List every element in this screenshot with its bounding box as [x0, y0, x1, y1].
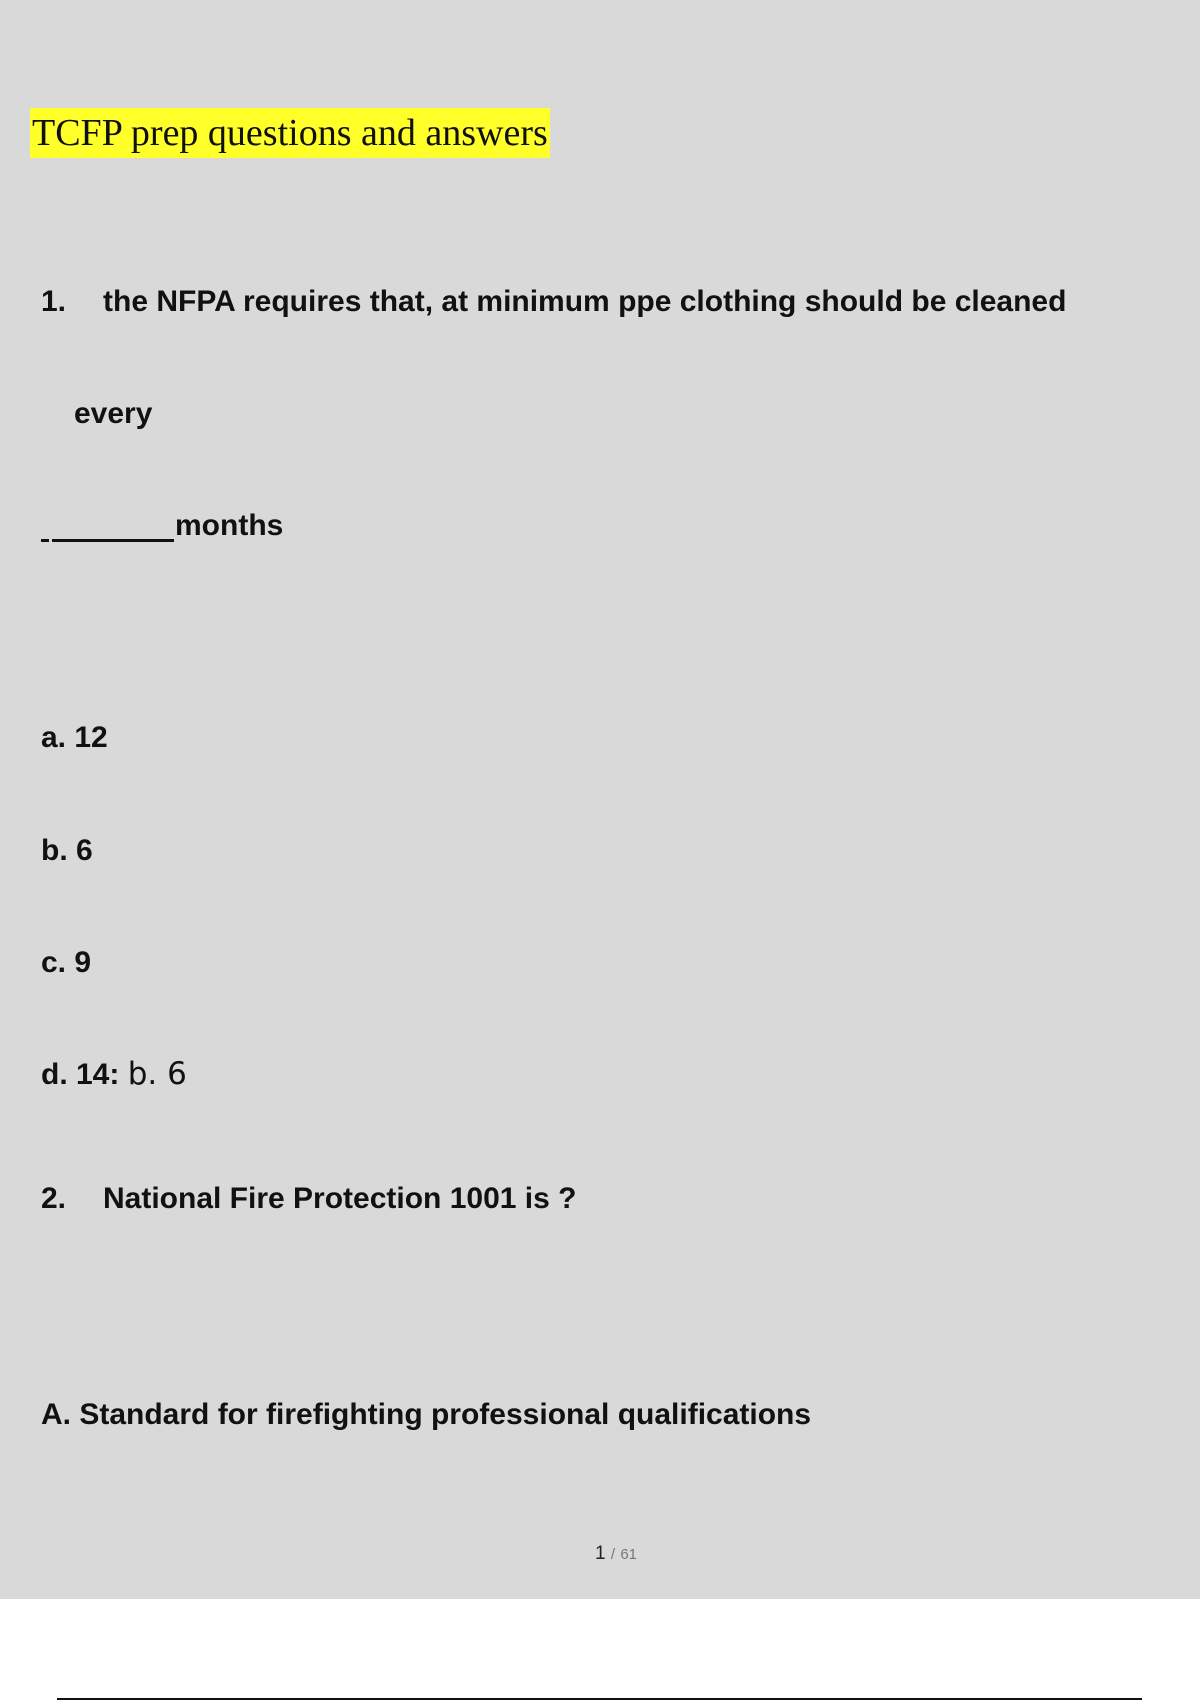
document-title: TCFP prep questions and answers [30, 108, 550, 158]
question-1-option-d [41, 1056, 187, 1093]
question-1-option-a: a. 12 [41, 721, 108, 754]
question-1-option-c: c. 9 [41, 946, 92, 979]
question-1-text-line1: the NFPA requires that, at minimum ppe clothing should be cleaned [103, 285, 1067, 318]
question-1-number: 1. [41, 285, 67, 318]
fill-in-blank-line [52, 539, 174, 542]
question-1-option-d-label: d. 14: [41, 1058, 120, 1091]
question-1-option-b: b. 6 [41, 834, 93, 867]
page-number-total: 61 [620, 1546, 637, 1563]
question-1-text-line3: months [175, 509, 284, 542]
question-1-answer: b. 6 [127, 1056, 187, 1092]
page-number [0, 1543, 1200, 1566]
question-2-number: 2. [41, 1182, 67, 1215]
page-number-current: 1 [595, 1543, 606, 1564]
question-1-text-line2: every [74, 397, 153, 430]
question-2-option-a: A. Standard for firefighting professional qualifications [41, 1398, 812, 1431]
page-number-separator: / [610, 1546, 616, 1563]
fill-in-blank-dash [41, 539, 49, 542]
question-2-text-line1: National Fire Protection 1001 is ? [103, 1182, 577, 1215]
